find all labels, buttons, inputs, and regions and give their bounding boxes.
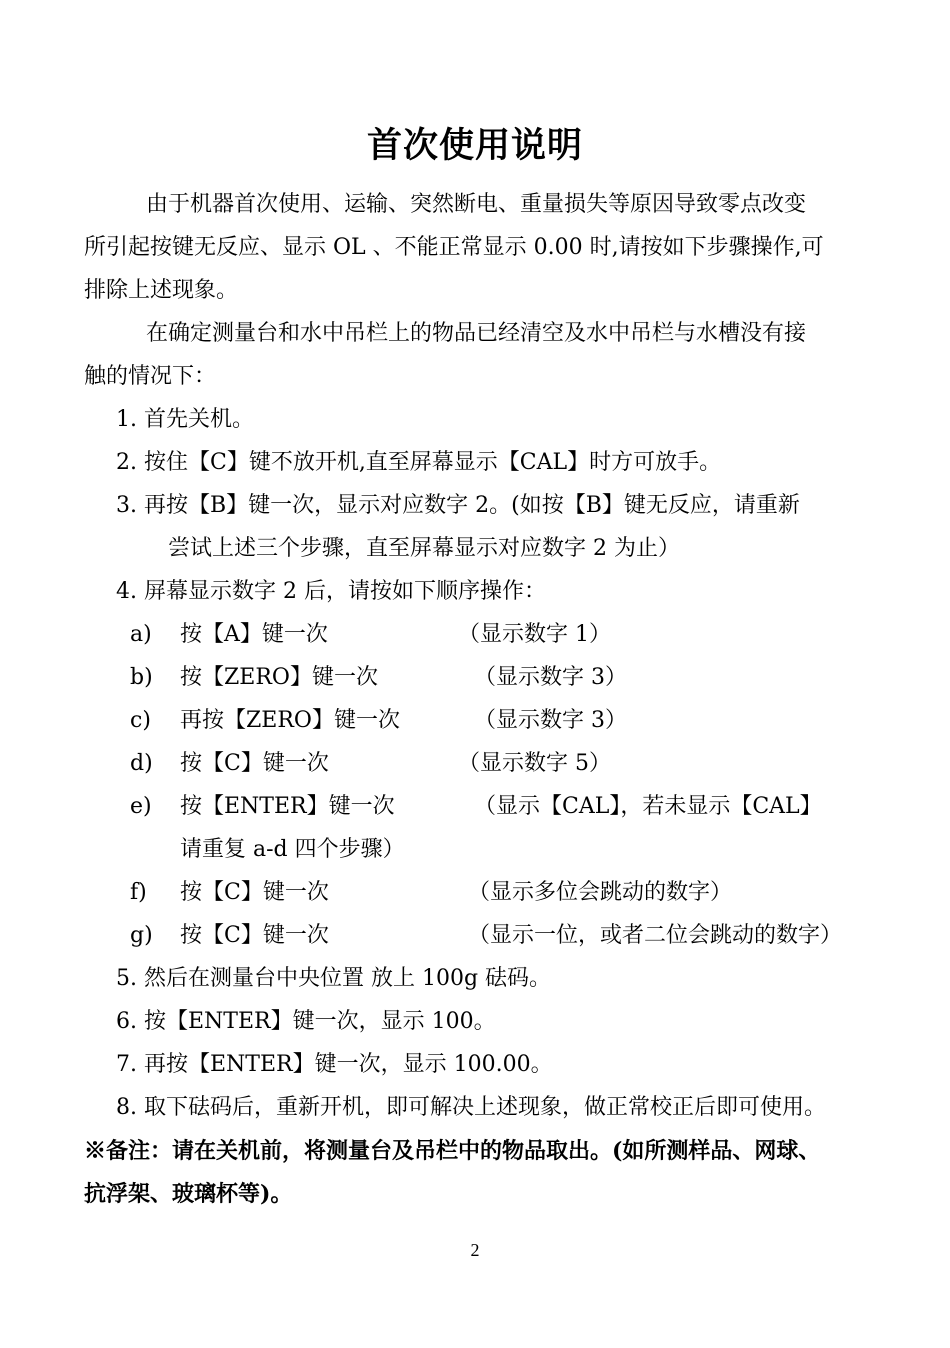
step-8: 8. 取下砝码后，重新开机，即可解决上述现象，做正常校正后即可使用。 bbox=[116, 1095, 826, 1120]
intro-line-1: 由于机器首次使用、运输、突然断电、重量损失等原因导致零点改变 bbox=[146, 192, 807, 217]
substep-letter: f) bbox=[130, 880, 147, 905]
intro-line-3: 排除上述现象。 bbox=[84, 278, 239, 303]
substep-result: （显示一位，或者二位会跳动的数字） bbox=[468, 923, 843, 948]
substep-action: 按【A】键一次 bbox=[180, 622, 328, 647]
page-number: 2 bbox=[470, 1240, 480, 1260]
step-5: 5. 然后在测量台中央位置 放上 100g 砝码。 bbox=[116, 966, 552, 991]
substep-action: 按【C】键一次 bbox=[180, 880, 329, 905]
step-1: 1. 首先关机。 bbox=[116, 407, 254, 432]
substep-result: （显示【CAL】，若未显示【CAL】 bbox=[474, 794, 822, 819]
substep-result: （显示数字 3） bbox=[474, 708, 627, 733]
substep-result: （显示数字 3） bbox=[474, 665, 627, 690]
substep-action: 按【C】键一次 bbox=[180, 751, 329, 776]
step-3: 3. 再按【B】键一次，显示对应数字 2。(如按【B】键无反应，请重新 bbox=[116, 493, 800, 518]
step-6: 6. 按【ENTER】键一次，显示 100。 bbox=[116, 1009, 496, 1034]
condition-line-1: 在确定测量台和水中吊栏上的物品已经清空及水中吊栏与水槽没有接 bbox=[146, 321, 807, 346]
substep-action: 再按【ZERO】键一次 bbox=[180, 708, 400, 733]
substep-action: 按【ZERO】键一次 bbox=[180, 665, 378, 690]
substep-letter: b) bbox=[130, 665, 153, 690]
substep-letter: c) bbox=[130, 708, 151, 733]
substep-letter: e) bbox=[130, 794, 152, 819]
page-title: 首次使用说明 bbox=[366, 126, 583, 166]
remark-line-2: 抗浮架、玻璃杯等)。 bbox=[84, 1181, 293, 1207]
intro-line-2: 所引起按键无反应、显示 OL 、不能正常显示 0.00 时,请按如下步骤操作,可 bbox=[84, 235, 824, 260]
substep-action: 按【C】键一次 bbox=[180, 923, 329, 948]
step-2: 2. 按住【C】键不放开机,直至屏幕显示【CAL】时方可放手。 bbox=[116, 450, 722, 475]
substep-action: 按【ENTER】键一次 bbox=[180, 794, 395, 819]
step-3-continued: 尝试上述三个步骤，直至屏幕显示对应数字 2 为止） bbox=[168, 536, 680, 561]
substep-letter: d) bbox=[130, 751, 153, 776]
condition-line-2: 触的情况下： bbox=[84, 364, 217, 389]
substep-result: （显示数字 5） bbox=[458, 751, 611, 776]
step-4: 4. 屏幕显示数字 2 后，请按如下顺序操作： bbox=[116, 579, 546, 604]
remark-line-1: ※备注：请在关机前，将测量台及吊栏中的物品取出。(如所测样品、网球、 bbox=[84, 1138, 821, 1164]
substep-result: （显示数字 1） bbox=[458, 622, 611, 647]
substep-letter: g) bbox=[130, 923, 153, 948]
substep-letter: a) bbox=[130, 622, 152, 647]
substep-e-continued: 请重复 a-d 四个步骤） bbox=[180, 837, 405, 862]
step-7: 7. 再按【ENTER】键一次，显示 100.00。 bbox=[116, 1052, 553, 1077]
substep-result: （显示多位会跳动的数字） bbox=[468, 880, 733, 905]
